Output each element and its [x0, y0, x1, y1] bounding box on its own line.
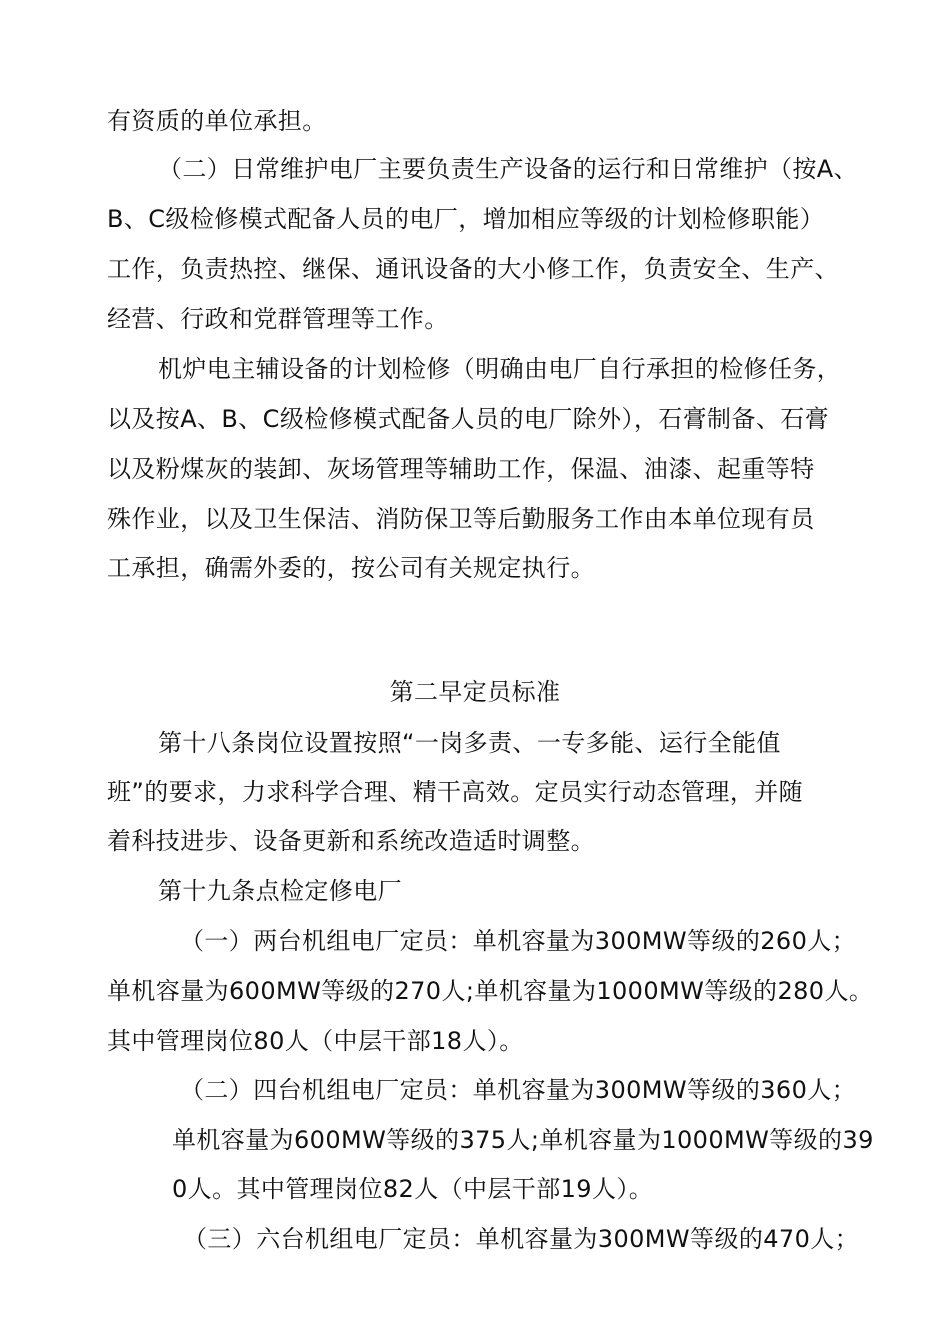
text-line: 工承担，确需外委的，按公司有关规定执行。 [107, 554, 595, 582]
text-line: 单机容量为600MW等级的270人;单机容量为1000MW等级的280人。 [107, 977, 874, 1005]
text-line: 第十八条岗位设置按照“一岗多责、一专多能、运行全能值 [158, 729, 781, 757]
text-line: 殊作业，以及卫生保洁、消防保卫等后勤服务工作由本单位现有员 [107, 505, 815, 533]
text-line: （二）日常维护电厂主要负责生产设备的运行和日常维护（按A、 [158, 155, 859, 183]
text-line: （二）四台机组电厂定员：单机容量为300MW等级的360人； [180, 1076, 857, 1104]
text-line: 以及粉煤灰的装卸、灰场管理等辅助工作，保温、油漆、起重等特 [107, 455, 815, 483]
text-line: 0人。其中管理岗位82人（中层干部19人）。 [172, 1175, 654, 1203]
text-line: 单机容量为600MW等级的375人;单机容量为1000MW等级的39 [172, 1126, 874, 1154]
text-line: （一）两台机组电厂定员：单机容量为300MW等级的260人； [180, 927, 857, 955]
text-line: 班”的要求，力求科学合理、精干高效。定员实行动态管理，并随 [107, 778, 804, 806]
text-line: （三）六台机组电厂定员：单机容量为300MW等级的470人； [183, 1225, 860, 1253]
text-line: 其中管理岗位80人（中层干部18人）。 [107, 1027, 524, 1055]
chapter-heading: 第二早定员标准 [389, 678, 561, 706]
text-line: 机炉电主辅设备的计划检修（明确由电厂自行承担的检修任务， [158, 355, 842, 383]
text-line: 以及按A、B、C级检修模式配备人员的电厂除外），石膏制备、石膏 [107, 405, 830, 433]
text-line: B、C级检修模式配备人员的电厂，增加相应等级的计划检修职能） [107, 205, 825, 233]
text-line: 经营、行政和党群管理等工作。 [107, 305, 449, 333]
text-line: 有资质的单位承担。 [107, 107, 327, 135]
text-line: 着科技进步、设备更新和系统改造适时调整。 [107, 827, 595, 855]
text-line: 第十九条点检定修电厂 [158, 877, 402, 905]
text-line: 工作，负责热控、继保、通讯设备的大小修工作，负责安全、生产、 [107, 255, 839, 283]
